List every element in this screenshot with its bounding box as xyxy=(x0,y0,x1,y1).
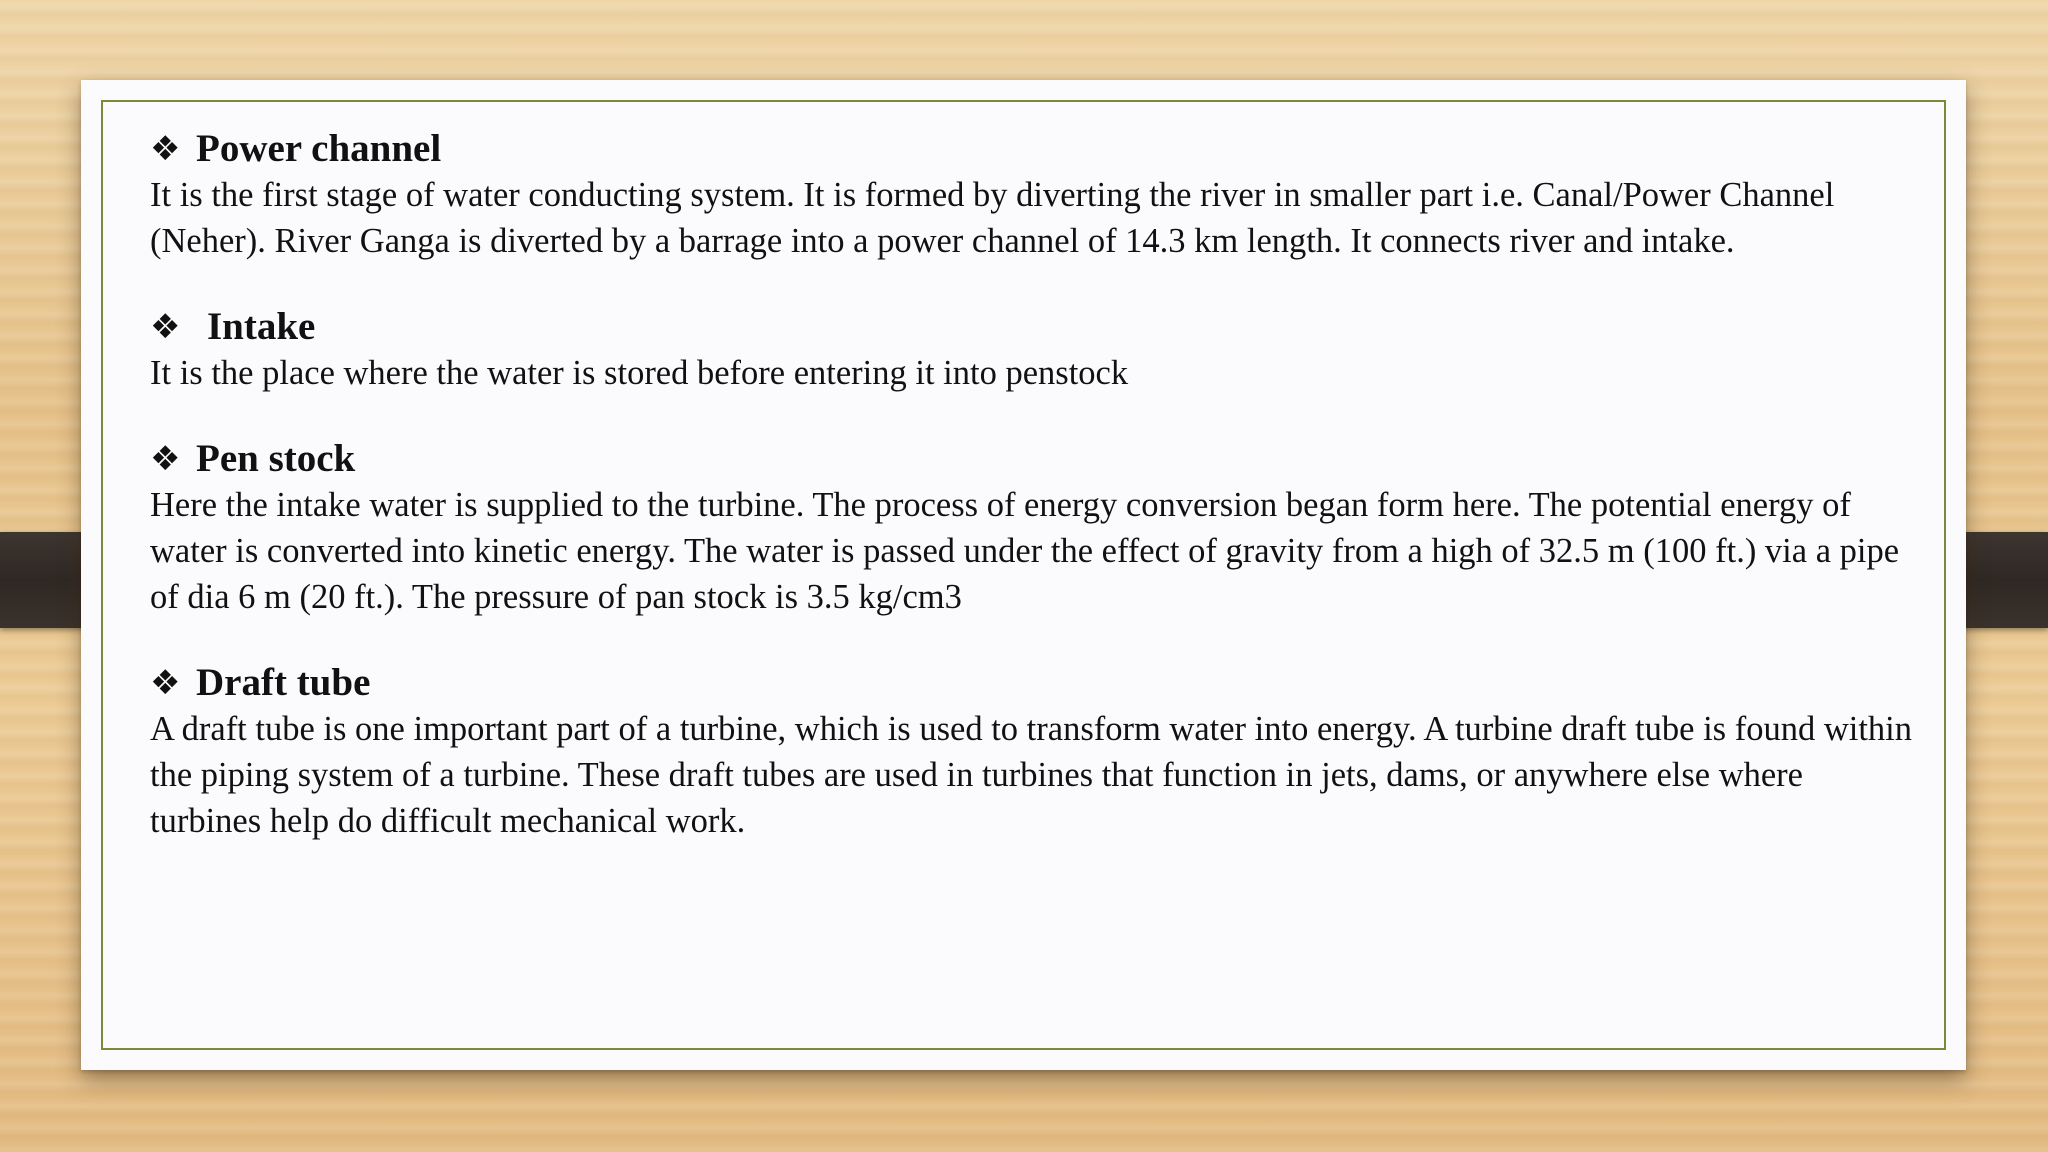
section-heading xyxy=(150,660,1920,706)
section-draft-tube xyxy=(150,660,1920,844)
slide-content xyxy=(150,126,1920,884)
section-text: It is the place where the water is stored before entering it into penstock xyxy=(150,354,1129,392)
section-title: Pen stock xyxy=(196,437,356,480)
diamond-bullet-icon: ❖ xyxy=(150,307,181,347)
section-text: A draft tube is one important part of a turbine, which is used to transform water into energy. A turbine draft tube is found within the piping system of a turbine. These draft tubes are used in turbines that function in jets, dams, or anywhere else where turbines help do difficult mechanical work. xyxy=(150,710,1912,840)
section-text: It is the first stage of water conducting system. It is formed by diverting the river in smaller part i.e. Canal/Power Channel (Neher). River Ganga is diverted by a barrage into a power channel of 14.3 km length. It connects river and intake. xyxy=(150,176,1835,260)
section-title: Intake xyxy=(207,305,316,348)
section-heading xyxy=(150,436,1920,482)
diamond-bullet-icon: ❖ xyxy=(150,663,181,703)
section-pen-stock xyxy=(150,436,1920,620)
section-title: Power channel xyxy=(196,127,442,170)
section-heading xyxy=(150,304,1920,350)
section-title: Draft tube xyxy=(196,661,371,704)
section-intake xyxy=(150,304,1920,396)
diamond-bullet-icon: ❖ xyxy=(150,129,181,169)
diamond-bullet-icon: ❖ xyxy=(150,439,181,479)
section-heading xyxy=(150,126,1920,172)
section-text: Here the intake water is supplied to the turbine. The process of energy conversion began form here. The potential energy of water is converted into kinetic energy. The water is passed under the effect of gravity from a high of 32.5 m (100 ft.) via a pipe of dia 6 m (20 ft.). The pressure of pan stock is 3.5 kg/cm3 xyxy=(150,486,1900,616)
section-power-channel xyxy=(150,126,1920,264)
